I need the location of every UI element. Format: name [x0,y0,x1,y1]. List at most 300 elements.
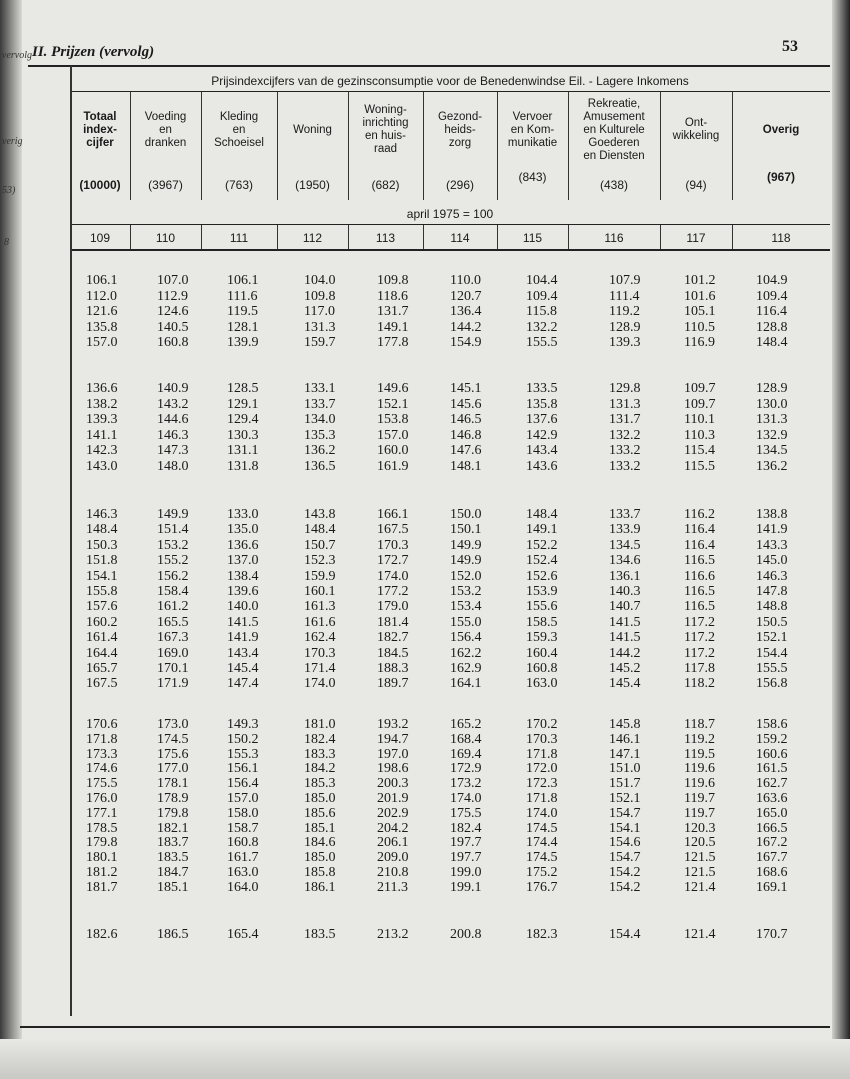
cell-ontwikkeling: 110.1 [684,412,715,428]
cell-rekreatie: 141.5 [609,630,641,646]
column-weight-totaal: (10000) [79,178,121,192]
cell-kleding: 140.0 [227,599,259,615]
cell-woning: 184.6 [304,835,336,851]
cell-overig: 147.8 [756,584,788,599]
column-header-line: Kleding [219,110,259,123]
column-header-line: Voeding [144,110,187,123]
cell-kleding: 163.0 [227,865,259,880]
cell-overig: 167.2 [756,835,788,851]
cell-totaal: 148.4 [86,522,118,538]
cell-overig: 167.7 [756,850,788,866]
column-header-vervoer [497,111,568,150]
cell-ontwikkeling: 115.4 [684,443,715,459]
column-weight-kleding: (763) [224,178,253,192]
cell-totaal: 139.3 [86,412,118,428]
cell-kleding: 131.8 [227,459,259,474]
cell-totaal: 106.1 [86,273,118,288]
cell-rekreatie: 133.7 [609,507,641,522]
cell-gezondheidszorg: 165.2 [450,717,482,732]
cell-overig: 116.4 [756,304,787,320]
cell-rekreatie: 111.4 [609,288,640,304]
cell-voeding: 170.1 [157,661,189,676]
cell-totaal: 151.8 [86,553,118,569]
cell-vervoer: 170.3 [526,731,558,747]
cell-overig: 162.7 [756,776,788,792]
cell-woning: 152.3 [304,553,336,569]
column-header-line: raad [373,143,398,155]
cell-woning: 174.0 [304,676,336,692]
cell-vervoer: 160.8 [526,661,558,676]
cell-woninginrichting: 198.6 [377,761,409,777]
cell-ontwikkeling: 119.7 [684,805,715,821]
cell-rekreatie: 134.6 [609,553,641,569]
cell-woninginrichting: 118.6 [377,288,408,304]
cell-voeding: 147.3 [157,443,189,459]
cell-rekreatie: 107.9 [609,273,641,288]
cell-kleding: 128.5 [227,381,259,396]
cell-totaal: 178.5 [86,820,118,836]
cell-voeding: 184.7 [157,865,189,880]
cell-totaal: 112.0 [86,288,117,304]
cell-woning: 184.2 [304,761,336,777]
page-edge-shadow [832,0,850,1079]
column-header-kleding [201,111,277,150]
cell-vervoer: 160.4 [526,645,558,661]
cell-ontwikkeling: 116.4 [684,522,715,538]
cell-rekreatie: 154.7 [609,805,641,821]
cell-overig: 154.4 [756,645,788,661]
cell-overig: 170.7 [756,927,788,942]
cell-gezondheidszorg: 154.9 [450,335,482,351]
cell-overig: 138.8 [756,507,788,522]
cell-kleding: 156.1 [227,761,259,777]
cell-kleding: 143.4 [227,645,259,661]
cell-rekreatie: 134.5 [609,537,641,553]
cell-ontwikkeling: 120.5 [684,835,716,851]
column-header-line: cijfer [86,136,114,149]
cell-ontwikkeling: 109.7 [684,396,716,412]
cell-voeding: 160.8 [157,335,189,351]
cell-totaal: 138.2 [86,396,118,412]
cell-vervoer: 171.8 [526,791,558,806]
cell-totaal: 177.1 [86,805,118,821]
table-left-border [70,66,72,1016]
cell-gezondheidszorg: 110.0 [450,273,481,288]
column-header-line: inrichting [362,117,409,129]
cell-gezondheidszorg: 150.0 [450,507,482,522]
cell-totaal: 179.8 [86,835,118,851]
cell-totaal: 154.1 [86,568,118,584]
cell-overig: 152.1 [756,630,788,646]
cell-overig: 132.9 [756,427,788,443]
cell-voeding: 112.9 [157,288,188,304]
cell-kleding: 136.6 [227,537,259,553]
column-header-line: zorg [448,136,472,149]
cell-gezondheidszorg: 197.7 [450,835,482,851]
column-code-woning: 112 [302,231,323,245]
column-weight-rekreatie: (438) [599,178,628,192]
column-header-rekreatie [568,98,660,163]
cell-overig: 145.0 [756,553,788,569]
cell-voeding: 153.2 [157,537,189,553]
cell-kleding: 141.5 [227,614,259,630]
cell-woninginrichting: 160.0 [377,443,409,459]
cell-vervoer: 170.2 [526,717,558,732]
cell-voeding: 156.2 [157,568,189,584]
cell-totaal: 135.8 [86,319,118,335]
cell-vervoer: 152.6 [526,568,558,584]
cell-woning: 159.7 [304,335,336,351]
cell-gezondheidszorg: 144.2 [450,319,482,335]
cell-woninginrichting: 206.1 [377,835,409,851]
column-weight-woning: (1950) [295,178,330,192]
column-header-line: munikatie [507,136,558,149]
cell-totaal: 160.2 [86,614,118,630]
cell-kleding: 133.0 [227,507,259,522]
column-header-line: en Kulturele [583,123,645,136]
cell-overig: 169.1 [756,879,788,895]
column-header-woninginrichting [348,104,423,156]
cell-overig: 130.0 [756,396,788,412]
cell-kleding: 111.6 [227,288,258,304]
cell-rekreatie: 131.7 [609,412,641,428]
cell-woninginrichting: 149.1 [377,319,409,335]
cell-ontwikkeling: 109.7 [684,381,716,396]
column-code-woninginrichting: 113 [375,231,396,245]
column-header-line: en [232,123,246,136]
cell-rekreatie: 133.2 [609,443,641,459]
cell-rekreatie: 154.1 [609,820,641,836]
cell-ontwikkeling: 117.2 [684,614,715,630]
cell-woninginrichting: 197.0 [377,746,409,762]
cell-ontwikkeling: 116.4 [684,537,715,553]
bottom-rule [20,1026,830,1028]
column-header-line: index- [83,123,117,136]
cell-overig: 148.4 [756,335,788,351]
cell-woning: 131.3 [304,319,336,335]
cell-overig: 150.5 [756,614,788,630]
cell-gezondheidszorg: 173.2 [450,776,482,792]
cell-totaal: 161.4 [86,630,118,646]
cell-kleding: 139.9 [227,335,259,351]
cell-totaal: 176.0 [86,791,118,806]
cell-gezondheidszorg: 149.9 [450,537,482,553]
cell-woning: 185.0 [304,850,336,866]
cell-woninginrichting: 152.1 [377,396,409,412]
cell-rekreatie: 119.2 [609,304,640,320]
cell-woning: 160.1 [304,584,336,599]
cell-rekreatie: 133.9 [609,522,641,538]
column-header-line: Amusement [583,110,645,123]
cell-woninginrichting: 153.8 [377,412,409,428]
cell-rekreatie: 145.4 [609,676,641,692]
cell-kleding: 155.3 [227,746,259,762]
cell-ontwikkeling: 119.2 [684,731,715,747]
cell-rekreatie: 154.7 [609,850,641,866]
cell-rekreatie: 146.1 [609,731,641,747]
cell-woning: 109.8 [304,288,336,304]
cell-vervoer: 153.9 [526,584,558,599]
cell-woning: 161.6 [304,614,336,630]
cell-rekreatie: 140.7 [609,599,641,615]
cell-rekreatie: 139.3 [609,335,641,351]
cell-kleding: 158.0 [227,805,259,821]
cell-vervoer: 174.5 [526,820,558,836]
cell-voeding: 161.2 [157,599,189,615]
column-weight-ontwikkeling: (94) [685,178,707,192]
cell-rekreatie: 147.1 [609,746,641,762]
cell-ontwikkeling: 117.2 [684,630,715,646]
cell-totaal: 173.3 [86,746,118,762]
cell-rekreatie: 144.2 [609,645,641,661]
cell-ontwikkeling: 116.9 [684,335,715,351]
cell-rekreatie: 151.7 [609,776,641,792]
cell-woninginrichting: 166.1 [377,507,409,522]
cell-woning: 185.1 [304,820,336,836]
cell-voeding: 175.6 [157,746,189,762]
cell-ontwikkeling: 116.5 [684,599,715,615]
cell-vervoer: 132.2 [526,319,558,335]
cell-totaal: 146.3 [86,507,118,522]
cell-woninginrichting: 174.0 [377,568,409,584]
cell-vervoer: 149.1 [526,522,558,538]
column-header-line: Overig [762,123,800,136]
column-code-voeding: 110 [155,231,176,245]
cell-ontwikkeling: 115.5 [684,459,715,474]
cell-vervoer: 152.2 [526,537,558,553]
cell-woninginrichting: 202.9 [377,805,409,821]
cell-kleding: 150.2 [227,731,259,747]
cell-ontwikkeling: 117.2 [684,645,715,661]
cell-vervoer: 142.9 [526,427,558,443]
cell-gezondheidszorg: 169.4 [450,746,482,762]
cell-overig: 128.9 [756,381,788,396]
cell-woninginrichting: 172.7 [377,553,409,569]
cell-rekreatie: 152.1 [609,791,641,806]
cell-woninginrichting: 181.4 [377,614,409,630]
cell-woninginrichting: 184.5 [377,645,409,661]
cell-kleding: 149.3 [227,717,259,732]
cell-woning: 170.3 [304,645,336,661]
book-spine-shadow [0,0,22,1079]
cell-woninginrichting: 177.2 [377,584,409,599]
cell-kleding: 158.7 [227,820,259,836]
facing-page-fragment: verig [2,136,23,147]
cell-ontwikkeling: 121.5 [684,850,716,866]
cell-ontwikkeling: 105.1 [684,304,716,320]
cell-vervoer: 133.5 [526,381,558,396]
cell-rekreatie: 136.1 [609,568,641,584]
cell-rekreatie: 128.9 [609,319,641,335]
cell-kleding: 135.0 [227,522,259,538]
cell-gezondheidszorg: 146.5 [450,412,482,428]
cell-woninginrichting: 170.3 [377,537,409,553]
page-bottom-shadow [0,1039,850,1079]
cell-totaal: 174.6 [86,761,118,777]
column-header-line: wikkeling [672,130,720,142]
column-weight-vervoer: (843) [518,170,547,184]
cell-woning: 185.6 [304,805,336,821]
column-header-line: Goederen [588,136,640,149]
cell-totaal: 170.6 [86,717,118,732]
cell-totaal: 175.5 [86,776,118,792]
cell-ontwikkeling: 121.4 [684,879,716,895]
cell-gezondheidszorg: 152.0 [450,568,482,584]
cell-voeding: 140.5 [157,319,189,335]
cell-kleding: 141.9 [227,630,259,646]
cell-woning: 148.4 [304,522,336,538]
cell-gezondheidszorg: 149.9 [450,553,482,569]
cell-gezondheidszorg: 153.4 [450,599,482,615]
cell-overig: 148.8 [756,599,788,615]
cell-woninginrichting: 109.8 [377,273,409,288]
cell-woning: 117.0 [304,304,335,320]
cell-vervoer: 182.3 [526,927,558,942]
cell-ontwikkeling: 101.6 [684,288,716,304]
cell-overig: 161.5 [756,761,788,777]
cell-woninginrichting: 210.8 [377,865,409,880]
column-code-totaal: 109 [89,231,111,245]
cell-voeding: 182.1 [157,820,189,836]
cell-overig: 156.8 [756,676,788,692]
cell-ontwikkeling: 121.5 [684,865,716,880]
cell-vervoer: 143.4 [526,443,558,459]
cell-voeding: 171.9 [157,676,189,692]
cell-voeding: 178.9 [157,791,189,806]
cell-woninginrichting: 193.2 [377,717,409,732]
cell-vervoer: 175.2 [526,865,558,880]
column-header-line: Rekreatie, [587,97,641,110]
cell-ontwikkeling: 116.6 [684,568,715,584]
facing-page-fragment: 8 [4,237,9,248]
cell-gezondheidszorg: 172.9 [450,761,482,777]
cell-vervoer: 174.0 [526,805,558,821]
cell-kleding: 130.3 [227,427,259,443]
cell-kleding: 128.1 [227,319,259,335]
cell-overig: 104.9 [756,273,788,288]
cell-voeding: 148.0 [157,459,189,474]
cell-woning: 185.3 [304,776,336,792]
cell-ontwikkeling: 117.8 [684,661,715,676]
cell-voeding: 174.5 [157,731,189,747]
cell-woninginrichting: 189.7 [377,676,409,692]
cell-woninginrichting: 157.0 [377,427,409,443]
cell-woning: 183.3 [304,746,336,762]
header-bottom-rule [70,249,830,251]
cell-gezondheidszorg: 164.1 [450,676,482,692]
cell-gezondheidszorg: 155.0 [450,614,482,630]
column-code-gezondheidszorg: 114 [450,231,470,245]
cell-ontwikkeling: 118.2 [684,676,715,692]
cell-rekreatie: 151.0 [609,761,641,777]
cell-vervoer: 143.6 [526,459,558,474]
cell-woninginrichting: 204.2 [377,820,409,836]
cell-woning: 136.5 [304,459,336,474]
cell-woning: 133.1 [304,381,336,396]
cell-vervoer: 155.5 [526,335,558,351]
cell-totaal: 143.0 [86,459,118,474]
cell-voeding: 186.5 [157,927,189,942]
cell-ontwikkeling: 119.6 [684,776,715,792]
cell-totaal: 165.7 [86,661,118,676]
cell-gezondheidszorg: 145.1 [450,381,482,396]
column-header-woning [277,124,348,137]
cell-overig: 155.5 [756,661,788,676]
cell-woninginrichting: 149.6 [377,381,409,396]
cell-woning: 181.0 [304,717,336,732]
cell-ontwikkeling: 110.5 [684,319,715,335]
cell-ontwikkeling: 118.7 [684,717,715,732]
cell-woning: 104.0 [304,273,336,288]
cell-totaal: 182.6 [86,927,118,942]
cell-voeding: 185.1 [157,879,189,895]
cell-voeding: 177.0 [157,761,189,777]
column-header-voeding [130,111,201,150]
cell-totaal: 121.6 [86,304,118,320]
cell-vervoer: 159.3 [526,630,558,646]
cell-overig: 136.2 [756,459,788,474]
column-header-line: heids- [444,123,476,136]
cell-kleding: 137.0 [227,553,259,569]
cell-ontwikkeling: 119.5 [684,746,715,762]
column-header-line: en huis- [365,130,406,142]
cell-ontwikkeling: 116.5 [684,584,715,599]
cell-woninginrichting: 177.8 [377,335,409,351]
cell-woning: 185.8 [304,865,336,880]
cell-overig: 163.6 [756,791,788,806]
column-weight-overig: (967) [766,170,795,184]
column-weight-voeding: (3967) [148,178,183,192]
cell-kleding: 157.0 [227,791,259,806]
cell-gezondheidszorg: 197.7 [450,850,482,866]
cell-woning: 161.3 [304,599,336,615]
cell-rekreatie: 131.3 [609,396,641,412]
cell-totaal: 155.8 [86,584,118,599]
column-header-line: Woning [293,123,332,136]
cell-woninginrichting: 200.3 [377,776,409,792]
column-header-line: Gezond- [437,110,483,123]
cell-vervoer: 109.4 [526,288,558,304]
cell-woning: 162.4 [304,630,336,646]
cell-kleding: 129.4 [227,412,259,428]
cell-rekreatie: 154.6 [609,835,641,851]
cell-rekreatie: 154.4 [609,927,641,942]
top-rule [28,65,830,67]
cell-totaal: 181.2 [86,865,118,880]
cell-rekreatie: 154.2 [609,865,641,880]
table-title: Prijsindexcijfers van de gezinsconsumptie voor de Benedenwindse Eil. - Lagere Inkomens [211,74,689,88]
cell-vervoer: 172.3 [526,776,558,792]
cell-kleding: 145.4 [227,661,259,676]
cell-gezondheidszorg: 168.4 [450,731,482,747]
cell-vervoer: 104.4 [526,273,558,288]
cell-vervoer: 163.0 [526,676,558,692]
cell-kleding: 147.4 [227,676,259,692]
column-header-totaal [70,111,130,150]
cell-gezondheidszorg: 162.2 [450,645,482,661]
cell-woninginrichting: 213.2 [377,927,409,942]
cell-kleding: 131.1 [227,443,259,459]
cell-woninginrichting: 211.3 [377,879,408,895]
cell-totaal: 181.7 [86,879,118,895]
cell-overig: 165.0 [756,805,788,821]
cell-woning: 150.7 [304,537,336,553]
cell-vervoer: 176.7 [526,879,558,895]
cell-gezondheidszorg: 147.6 [450,443,482,459]
cell-ontwikkeling: 116.2 [684,507,715,522]
column-header-line: en Diensten [583,149,645,162]
cell-woning: 134.0 [304,412,336,428]
